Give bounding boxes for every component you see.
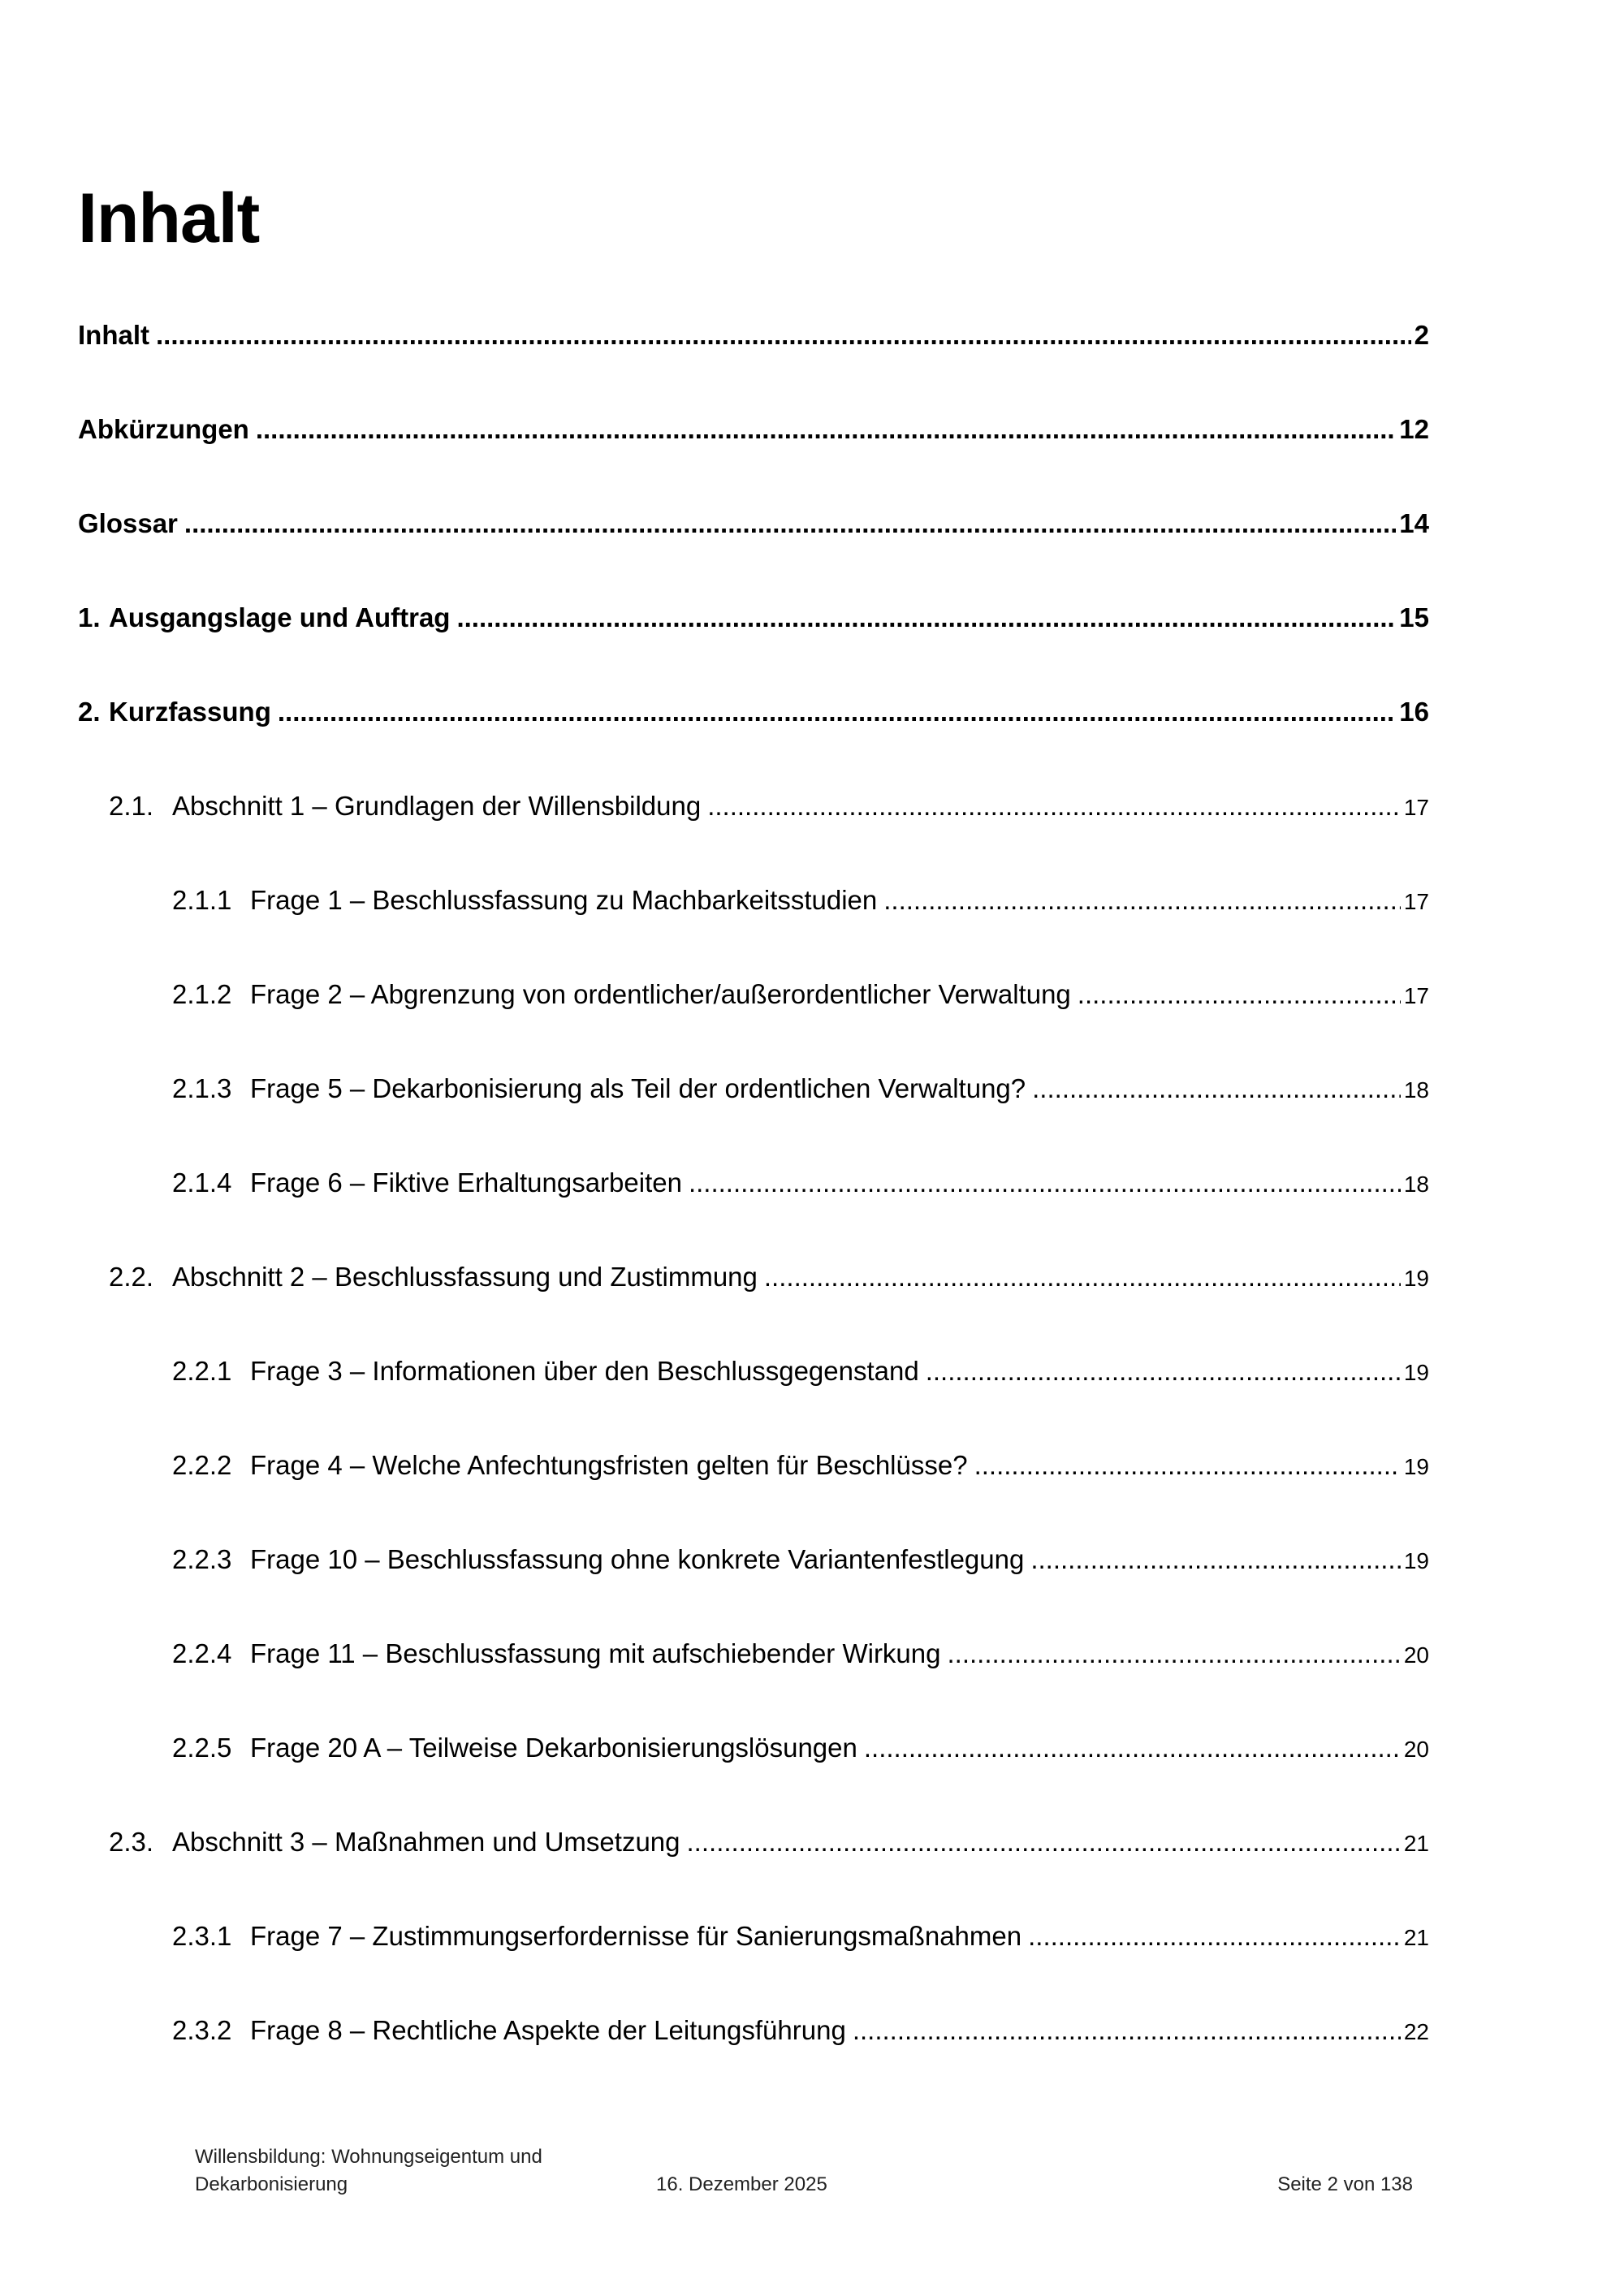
toc-entry-title: Frage 1 – Beschlussfassung zu Machbarkeitsstudien bbox=[250, 885, 878, 915]
footer-title-line-2: Dekarbonisierung bbox=[195, 2173, 348, 2195]
toc-dot-leader bbox=[974, 1445, 1401, 1486]
toc-dot-leader bbox=[456, 598, 1396, 638]
toc-dot-leader bbox=[1078, 974, 1401, 1015]
toc-entry-page: 21 bbox=[1403, 1831, 1429, 1856]
toc-entry-number: 2.3.1 bbox=[172, 1921, 232, 1951]
toc-entry-number: 2. bbox=[78, 697, 101, 727]
toc-entry-section-2-3[interactable] bbox=[109, 1822, 1429, 1862]
toc-entry-page: 15 bbox=[1399, 602, 1429, 632]
toc-entry-section-2-2-4[interactable] bbox=[172, 1634, 1429, 1674]
toc-entry-title: Frage 11 – Beschlussfassung mit aufschiebender Wirkung bbox=[250, 1638, 941, 1668]
toc-entry-page: 21 bbox=[1403, 1925, 1429, 1950]
toc-entry-section-2-1-4[interactable] bbox=[172, 1163, 1429, 1203]
toc-entry-section-2-2-2[interactable] bbox=[172, 1445, 1429, 1486]
toc-entry-number: 2.2.3 bbox=[172, 1544, 232, 1574]
toc-entry-number: 2.2.1 bbox=[172, 1356, 232, 1386]
toc-entry-page: 17 bbox=[1403, 889, 1429, 914]
toc-entry-page: 18 bbox=[1403, 1172, 1429, 1197]
toc-dot-leader bbox=[853, 2010, 1401, 2051]
toc-dot-leader bbox=[1028, 1916, 1401, 1957]
toc-dot-leader bbox=[278, 692, 1396, 732]
toc-entry-page: 19 bbox=[1403, 1360, 1429, 1385]
toc-entry-page: 20 bbox=[1403, 1737, 1429, 1762]
toc-entry-kurzfassung[interactable] bbox=[78, 692, 1429, 732]
toc-entry-section-2-2-1[interactable] bbox=[172, 1351, 1429, 1392]
toc-dot-leader bbox=[256, 409, 1396, 450]
toc-entry-number: 2.3. bbox=[109, 1827, 154, 1857]
toc-entry-title: Kurzfassung bbox=[109, 697, 271, 727]
toc-entry-title: Frage 6 – Fiktive Erhaltungsarbeiten bbox=[250, 1167, 682, 1198]
toc-entry-page: 20 bbox=[1403, 1642, 1429, 1668]
toc-entry-title: Inhalt bbox=[78, 320, 149, 350]
toc-entry-number: 2.1.1 bbox=[172, 885, 232, 915]
toc-entry-number: 1. bbox=[78, 602, 101, 632]
toc-entry-glossar[interactable] bbox=[78, 503, 1429, 544]
toc-entry-page: 14 bbox=[1399, 508, 1429, 538]
toc-dot-leader bbox=[948, 1634, 1401, 1674]
toc-dot-leader bbox=[156, 315, 1411, 356]
toc-entry-number: 2.1.3 bbox=[172, 1073, 232, 1103]
toc-entry-number: 2.3.2 bbox=[172, 2015, 232, 2045]
toc-entry-number: 2.2.4 bbox=[172, 1638, 232, 1668]
toc-entry-section-2-3-2[interactable] bbox=[172, 2010, 1429, 2051]
toc-entry-page: 17 bbox=[1403, 795, 1429, 820]
toc-entry-title: Abschnitt 1 – Grundlagen der Willensbildung bbox=[172, 791, 702, 821]
toc-entry-page: 17 bbox=[1403, 983, 1429, 1008]
footer-page-number: Seite 2 von 138 bbox=[1277, 2173, 1413, 2195]
toc-entry-page: 22 bbox=[1403, 2019, 1429, 2044]
page-title: Inhalt bbox=[78, 179, 260, 257]
toc-entry-number: 2.2. bbox=[109, 1262, 154, 1292]
toc-entry-section-2-1-2[interactable] bbox=[172, 974, 1429, 1015]
toc-entry-title: Ausgangslage und Auftrag bbox=[109, 602, 451, 632]
toc-entry-title: Frage 8 – Rechtliche Aspekte der Leitungsführung bbox=[250, 2015, 846, 2045]
toc-entry-title: Frage 10 – Beschlussfassung ohne konkrete Variantenfestlegung bbox=[250, 1544, 1025, 1574]
toc-entry-number: 2.2.5 bbox=[172, 1733, 232, 1763]
toc-entry-title: Frage 2 – Abgrenzung von ordentlicher/außerordentlicher Verwaltung bbox=[250, 979, 1071, 1009]
toc-dot-leader bbox=[864, 1728, 1401, 1768]
toc-dot-leader bbox=[926, 1351, 1401, 1392]
toc-entry-title: Frage 3 – Informationen über den Beschlussgegenstand bbox=[250, 1356, 919, 1386]
toc-entry-page: 19 bbox=[1403, 1266, 1429, 1291]
toc-dot-leader bbox=[689, 1163, 1401, 1203]
toc-entry-page: 2 bbox=[1414, 320, 1429, 350]
toc-entry-section-2-1[interactable] bbox=[109, 786, 1429, 826]
toc-dot-leader bbox=[184, 503, 1396, 544]
toc-entry-page: 12 bbox=[1399, 414, 1429, 444]
toc-entry-title: Abschnitt 2 – Beschlussfassung und Zustimmung bbox=[172, 1262, 758, 1292]
toc-entry-number: 2.1.2 bbox=[172, 979, 232, 1009]
toc-entry-title: Glossar bbox=[78, 508, 178, 538]
page-footer bbox=[195, 2143, 1413, 2208]
footer-title-line-1: Willensbildung: Wohnungseigentum und bbox=[195, 2146, 542, 2168]
toc-dot-leader bbox=[1030, 1539, 1401, 1580]
toc-entry-section-2-2-5[interactable] bbox=[172, 1728, 1429, 1768]
toc-entry-section-2-1-3[interactable] bbox=[172, 1068, 1429, 1109]
toc-entry-number: 2.1. bbox=[109, 791, 154, 821]
toc-entry-page: 18 bbox=[1403, 1077, 1429, 1103]
toc-dot-leader bbox=[764, 1257, 1401, 1297]
toc-entry-page: 16 bbox=[1399, 697, 1429, 727]
toc-entry-ausgangslage[interactable] bbox=[78, 598, 1429, 638]
toc-entry-title: Frage 5 – Dekarbonisierung als Teil der ordentlichen Verwaltung? bbox=[250, 1073, 1026, 1103]
toc-dot-leader bbox=[687, 1822, 1401, 1862]
toc-dot-leader bbox=[883, 880, 1401, 921]
toc-dot-leader bbox=[707, 786, 1401, 826]
toc-entry-title: Frage 7 – Zustimmungserfordernisse für Sanierungsmaßnahmen bbox=[250, 1921, 1022, 1951]
toc-entry-title: Abkürzungen bbox=[78, 414, 249, 444]
toc-entry-title: Frage 20 A – Teilweise Dekarbonisierungslösungen bbox=[250, 1733, 857, 1763]
toc-entry-number: 2.2.2 bbox=[172, 1450, 232, 1480]
toc-dot-leader bbox=[1032, 1068, 1401, 1109]
toc-entry-section-2-2-3[interactable] bbox=[172, 1539, 1429, 1580]
footer-document-title bbox=[195, 2143, 617, 2199]
toc-entry-section-2-2[interactable] bbox=[109, 1257, 1429, 1297]
toc-entry-title: Abschnitt 3 – Maßnahmen und Umsetzung bbox=[172, 1827, 680, 1857]
toc-entry-page: 19 bbox=[1403, 1548, 1429, 1573]
toc-entry-number: 2.1.4 bbox=[172, 1167, 232, 1198]
toc-entry-abkuerzungen[interactable] bbox=[78, 409, 1429, 450]
toc-entry-page: 19 bbox=[1403, 1454, 1429, 1479]
footer-date: 16. Dezember 2025 bbox=[656, 2173, 827, 2195]
toc-entry-inhalt[interactable] bbox=[78, 315, 1429, 356]
toc-entry-title: Frage 4 – Welche Anfechtungsfristen gelten für Beschlüsse? bbox=[250, 1450, 968, 1480]
toc-entry-section-2-1-1[interactable] bbox=[172, 880, 1429, 921]
toc-entry-section-2-3-1[interactable] bbox=[172, 1916, 1429, 1957]
